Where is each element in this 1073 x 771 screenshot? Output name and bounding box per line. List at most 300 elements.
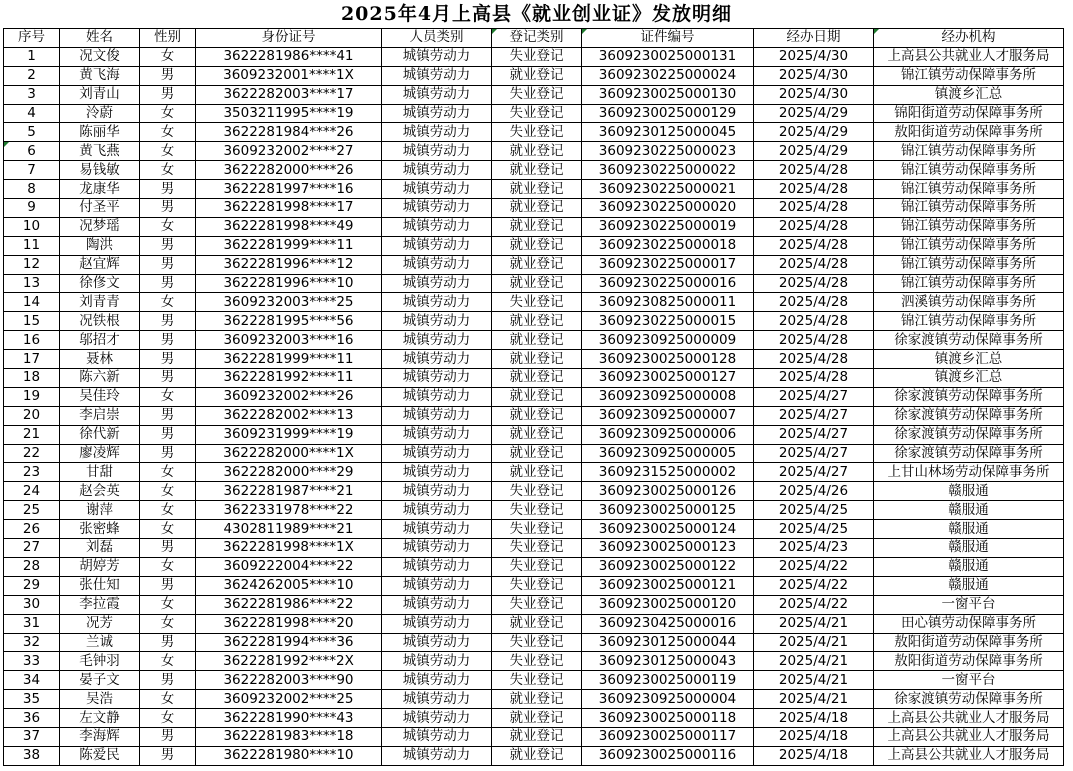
cell-col-gender[interactable]: 男: [140, 255, 196, 274]
cell-col-index[interactable]: 14: [4, 293, 60, 312]
cell-col-date[interactable]: 2025/4/29: [754, 142, 874, 161]
cell-col-id-number[interactable]: 3622281995****56: [196, 312, 382, 331]
cell-col-id-number[interactable]: 3622281998****20: [196, 614, 382, 633]
cell-col-gender[interactable]: 女: [140, 501, 196, 520]
cell-col-index[interactable]: 4: [4, 104, 60, 123]
cell-col-gender[interactable]: 女: [140, 161, 196, 180]
cell-col-agency[interactable]: 徐家渡镇劳动保障事务所: [874, 406, 1064, 425]
cell-col-certificate-number[interactable]: 3609230925000006: [582, 425, 754, 444]
cell-col-agency[interactable]: 敖阳街道劳动保障事务所: [874, 633, 1064, 652]
cell-col-name[interactable]: 况文俊: [60, 47, 140, 66]
cell-col-name[interactable]: 陈六新: [60, 369, 140, 388]
cell-col-gender[interactable]: 女: [140, 690, 196, 709]
cell-col-id-number[interactable]: 3622331978****22: [196, 501, 382, 520]
cell-col-id-number[interactable]: 3622282003****17: [196, 85, 382, 104]
cell-col-register-type[interactable]: 就业登记: [492, 690, 582, 709]
cell-col-register-type[interactable]: 失业登记: [492, 482, 582, 501]
cell-col-index[interactable]: 23: [4, 463, 60, 482]
cell-col-agency[interactable]: 上高县公共就业人才服务局: [874, 746, 1064, 765]
cell-col-agency[interactable]: 敖阳街道劳动保障事务所: [874, 123, 1064, 142]
cell-col-person-type[interactable]: 城镇劳动力: [382, 482, 492, 501]
cell-col-register-type[interactable]: 失业登记: [492, 576, 582, 595]
cell-col-name[interactable]: 陈爱民: [60, 746, 140, 765]
cell-col-register-type[interactable]: 就业登记: [492, 331, 582, 350]
cell-col-register-type[interactable]: 就业登记: [492, 425, 582, 444]
cell-col-person-type[interactable]: 城镇劳动力: [382, 236, 492, 255]
cell-col-date[interactable]: 2025/4/27: [754, 406, 874, 425]
cell-col-index[interactable]: 29: [4, 576, 60, 595]
cell-col-register-type[interactable]: 就业登记: [492, 161, 582, 180]
cell-col-index[interactable]: 5: [4, 123, 60, 142]
cell-col-gender[interactable]: 男: [140, 633, 196, 652]
cell-col-person-type[interactable]: 城镇劳动力: [382, 142, 492, 161]
cell-col-index[interactable]: 19: [4, 387, 60, 406]
cell-col-index[interactable]: 21: [4, 425, 60, 444]
cell-col-gender[interactable]: 男: [140, 350, 196, 369]
cell-col-date[interactable]: 2025/4/28: [754, 161, 874, 180]
cell-col-register-type[interactable]: 就业登记: [492, 369, 582, 388]
cell-col-gender[interactable]: 女: [140, 387, 196, 406]
cell-col-register-type[interactable]: 就业登记: [492, 463, 582, 482]
cell-col-person-type[interactable]: 城镇劳动力: [382, 614, 492, 633]
cell-col-id-number[interactable]: 3624262005****10: [196, 576, 382, 595]
cell-col-index[interactable]: 30: [4, 595, 60, 614]
cell-col-index[interactable]: 28: [4, 557, 60, 576]
cell-col-person-type[interactable]: 城镇劳动力: [382, 47, 492, 66]
cell-col-name[interactable]: 黄飞海: [60, 66, 140, 85]
cell-col-date[interactable]: 2025/4/28: [754, 312, 874, 331]
cell-col-gender[interactable]: 女: [140, 557, 196, 576]
cell-col-name[interactable]: 晏子文: [60, 671, 140, 690]
cell-col-id-number[interactable]: 3622281997****16: [196, 180, 382, 199]
cell-col-certificate-number[interactable]: 3609230225000021: [582, 180, 754, 199]
header-col-date[interactable]: 经办日期: [754, 29, 874, 48]
cell-col-gender[interactable]: 女: [140, 709, 196, 728]
cell-col-gender[interactable]: 女: [140, 520, 196, 539]
cell-col-register-type[interactable]: 就业登记: [492, 350, 582, 369]
cell-col-gender[interactable]: 男: [140, 312, 196, 331]
cell-col-index[interactable]: 20: [4, 406, 60, 425]
cell-col-date[interactable]: 2025/4/22: [754, 557, 874, 576]
cell-col-name[interactable]: 李海辉: [60, 727, 140, 746]
cell-col-certificate-number[interactable]: 3609230025000116: [582, 746, 754, 765]
cell-col-index[interactable]: 2: [4, 66, 60, 85]
cell-col-id-number[interactable]: 3622281986****22: [196, 595, 382, 614]
cell-col-id-number[interactable]: 3622281994****36: [196, 633, 382, 652]
cell-col-date[interactable]: 2025/4/28: [754, 217, 874, 236]
cell-col-certificate-number[interactable]: 3609230925000009: [582, 331, 754, 350]
cell-col-person-type[interactable]: 城镇劳动力: [382, 709, 492, 728]
cell-col-agency[interactable]: 上甘山林场劳动保障事务所: [874, 463, 1064, 482]
cell-col-gender[interactable]: 女: [140, 123, 196, 142]
cell-col-person-type[interactable]: 城镇劳动力: [382, 255, 492, 274]
cell-col-name[interactable]: 泠蔚: [60, 104, 140, 123]
cell-col-index[interactable]: 9: [4, 199, 60, 218]
cell-col-agency[interactable]: 锦江镇劳动保障事务所: [874, 236, 1064, 255]
cell-col-person-type[interactable]: 城镇劳动力: [382, 217, 492, 236]
cell-col-agency[interactable]: 一窗平台: [874, 671, 1064, 690]
cell-col-id-number[interactable]: 3609232002****27: [196, 142, 382, 161]
cell-col-gender[interactable]: 男: [140, 425, 196, 444]
cell-col-certificate-number[interactable]: 3609230225000024: [582, 66, 754, 85]
cell-col-gender[interactable]: 女: [140, 614, 196, 633]
cell-col-date[interactable]: 2025/4/18: [754, 746, 874, 765]
cell-col-agency[interactable]: 锦阳街道劳动保障事务所: [874, 104, 1064, 123]
cell-col-gender[interactable]: 男: [140, 576, 196, 595]
cell-col-name[interactable]: 廖凌辉: [60, 444, 140, 463]
cell-col-gender[interactable]: 男: [140, 85, 196, 104]
cell-col-agency[interactable]: 锦江镇劳动保障事务所: [874, 199, 1064, 218]
cell-col-index[interactable]: 36: [4, 709, 60, 728]
cell-col-date[interactable]: 2025/4/28: [754, 236, 874, 255]
cell-col-gender[interactable]: 男: [140, 180, 196, 199]
cell-col-register-type[interactable]: 失业登记: [492, 671, 582, 690]
cell-col-register-type[interactable]: 失业登记: [492, 47, 582, 66]
cell-col-name[interactable]: 甘甜: [60, 463, 140, 482]
header-col-gender[interactable]: 性别: [140, 29, 196, 48]
cell-col-name[interactable]: 胡婷芳: [60, 557, 140, 576]
cell-col-name[interactable]: 邬招才: [60, 331, 140, 350]
cell-col-certificate-number[interactable]: 3609230025000128: [582, 350, 754, 369]
cell-col-id-number[interactable]: 3609232002****26: [196, 387, 382, 406]
cell-col-agency[interactable]: 徐家渡镇劳动保障事务所: [874, 331, 1064, 350]
cell-col-certificate-number[interactable]: 3609230225000017: [582, 255, 754, 274]
cell-col-agency[interactable]: 赣服通: [874, 539, 1064, 558]
cell-col-person-type[interactable]: 城镇劳动力: [382, 123, 492, 142]
cell-col-certificate-number[interactable]: 3609230925000005: [582, 444, 754, 463]
cell-col-register-type[interactable]: 就业登记: [492, 709, 582, 728]
cell-col-date[interactable]: 2025/4/18: [754, 709, 874, 728]
cell-col-person-type[interactable]: 城镇劳动力: [382, 520, 492, 539]
cell-col-agency[interactable]: 锦江镇劳动保障事务所: [874, 255, 1064, 274]
cell-col-index[interactable]: 13: [4, 274, 60, 293]
cell-col-person-type[interactable]: 城镇劳动力: [382, 444, 492, 463]
cell-col-index[interactable]: 16: [4, 331, 60, 350]
cell-col-register-type[interactable]: 就业登记: [492, 444, 582, 463]
cell-col-date[interactable]: 2025/4/22: [754, 576, 874, 595]
cell-col-date[interactable]: 2025/4/28: [754, 180, 874, 199]
cell-col-date[interactable]: 2025/4/21: [754, 652, 874, 671]
cell-col-certificate-number[interactable]: 3609230225000023: [582, 142, 754, 161]
cell-col-person-type[interactable]: 城镇劳动力: [382, 595, 492, 614]
cell-col-certificate-number[interactable]: 3609230025000122: [582, 557, 754, 576]
cell-col-id-number[interactable]: 3622281992****2X: [196, 652, 382, 671]
cell-col-certificate-number[interactable]: 3609230225000022: [582, 161, 754, 180]
cell-col-date[interactable]: 2025/4/27: [754, 463, 874, 482]
cell-col-gender[interactable]: 女: [140, 47, 196, 66]
cell-col-date[interactable]: 2025/4/18: [754, 727, 874, 746]
cell-col-certificate-number[interactable]: 3609230225000016: [582, 274, 754, 293]
cell-col-name[interactable]: 吴浩: [60, 690, 140, 709]
cell-col-index[interactable]: 12: [4, 255, 60, 274]
cell-col-agency[interactable]: 敖阳街道劳动保障事务所: [874, 652, 1064, 671]
cell-col-person-type[interactable]: 城镇劳动力: [382, 369, 492, 388]
header-col-name[interactable]: 姓名: [60, 29, 140, 48]
cell-col-id-number[interactable]: 3622282003****90: [196, 671, 382, 690]
cell-col-index[interactable]: 26: [4, 520, 60, 539]
cell-col-id-number[interactable]: 3622281990****43: [196, 709, 382, 728]
header-col-person-type[interactable]: 人员类别: [382, 29, 492, 48]
cell-col-name[interactable]: 况梦瑶: [60, 217, 140, 236]
cell-col-agency[interactable]: 锦江镇劳动保障事务所: [874, 217, 1064, 236]
cell-col-register-type[interactable]: 失业登记: [492, 557, 582, 576]
cell-col-person-type[interactable]: 城镇劳动力: [382, 463, 492, 482]
cell-col-agency[interactable]: 镇渡乡汇总: [874, 369, 1064, 388]
cell-col-name[interactable]: 谢萍: [60, 501, 140, 520]
cell-col-date[interactable]: 2025/4/30: [754, 66, 874, 85]
cell-col-index[interactable]: 6: [4, 142, 60, 161]
cell-col-name[interactable]: 赵宜辉: [60, 255, 140, 274]
cell-col-agency[interactable]: 徐家渡镇劳动保障事务所: [874, 690, 1064, 709]
cell-col-person-type[interactable]: 城镇劳动力: [382, 557, 492, 576]
cell-col-gender[interactable]: 女: [140, 293, 196, 312]
cell-col-agency[interactable]: 泗溪镇劳动保障事务所: [874, 293, 1064, 312]
cell-col-name[interactable]: 兰诚: [60, 633, 140, 652]
cell-col-name[interactable]: 况芳: [60, 614, 140, 633]
cell-col-certificate-number[interactable]: 3609230225000018: [582, 236, 754, 255]
cell-col-date[interactable]: 2025/4/25: [754, 501, 874, 520]
cell-col-name[interactable]: 徐俢文: [60, 274, 140, 293]
cell-col-agency[interactable]: 徐家渡镇劳动保障事务所: [874, 387, 1064, 406]
cell-col-id-number[interactable]: 3622282002****13: [196, 406, 382, 425]
cell-col-id-number[interactable]: 3622281980****10: [196, 746, 382, 765]
cell-col-agency[interactable]: 锦江镇劳动保障事务所: [874, 142, 1064, 161]
cell-col-gender[interactable]: 男: [140, 236, 196, 255]
cell-col-index[interactable]: 22: [4, 444, 60, 463]
cell-col-person-type[interactable]: 城镇劳动力: [382, 180, 492, 199]
cell-col-register-type[interactable]: 失业登记: [492, 539, 582, 558]
cell-col-id-number[interactable]: 3609232003****25: [196, 293, 382, 312]
cell-col-gender[interactable]: 男: [140, 671, 196, 690]
cell-col-gender[interactable]: 男: [140, 369, 196, 388]
cell-col-person-type[interactable]: 城镇劳动力: [382, 331, 492, 350]
cell-col-date[interactable]: 2025/4/28: [754, 274, 874, 293]
cell-col-name[interactable]: 赵会英: [60, 482, 140, 501]
cell-col-name[interactable]: 左文静: [60, 709, 140, 728]
cell-col-index[interactable]: 7: [4, 161, 60, 180]
cell-col-id-number[interactable]: 4302811989****21: [196, 520, 382, 539]
cell-col-index[interactable]: 27: [4, 539, 60, 558]
cell-col-register-type[interactable]: 就业登记: [492, 274, 582, 293]
cell-col-register-type[interactable]: 失业登记: [492, 104, 582, 123]
cell-col-person-type[interactable]: 城镇劳动力: [382, 85, 492, 104]
cell-col-id-number[interactable]: 3622281987****21: [196, 482, 382, 501]
cell-col-index[interactable]: 24: [4, 482, 60, 501]
cell-col-date[interactable]: 2025/4/28: [754, 199, 874, 218]
cell-col-name[interactable]: 黄飞燕: [60, 142, 140, 161]
cell-col-register-type[interactable]: 失业登记: [492, 85, 582, 104]
cell-col-index[interactable]: 3: [4, 85, 60, 104]
cell-col-certificate-number[interactable]: 3609230125000044: [582, 633, 754, 652]
cell-col-register-type[interactable]: 就业登记: [492, 142, 582, 161]
cell-col-gender[interactable]: 男: [140, 406, 196, 425]
cell-col-date[interactable]: 2025/4/29: [754, 123, 874, 142]
cell-col-id-number[interactable]: 3609232003****16: [196, 331, 382, 350]
cell-col-id-number[interactable]: 3622281999****11: [196, 350, 382, 369]
cell-col-person-type[interactable]: 城镇劳动力: [382, 104, 492, 123]
cell-col-register-type[interactable]: 就业登记: [492, 217, 582, 236]
cell-col-index[interactable]: 15: [4, 312, 60, 331]
cell-col-id-number[interactable]: 3622281986****41: [196, 47, 382, 66]
cell-col-gender[interactable]: 男: [140, 274, 196, 293]
cell-col-index[interactable]: 32: [4, 633, 60, 652]
cell-col-date[interactable]: 2025/4/27: [754, 425, 874, 444]
cell-col-person-type[interactable]: 城镇劳动力: [382, 199, 492, 218]
cell-col-date[interactable]: 2025/4/25: [754, 520, 874, 539]
cell-col-date[interactable]: 2025/4/28: [754, 255, 874, 274]
cell-col-name[interactable]: 刘青山: [60, 85, 140, 104]
cell-col-id-number[interactable]: 3622281998****49: [196, 217, 382, 236]
cell-col-person-type[interactable]: 城镇劳动力: [382, 66, 492, 85]
cell-col-person-type[interactable]: 城镇劳动力: [382, 501, 492, 520]
cell-col-agency[interactable]: 镇渡乡汇总: [874, 350, 1064, 369]
cell-col-person-type[interactable]: 城镇劳动力: [382, 293, 492, 312]
cell-col-name[interactable]: 毛钟羽: [60, 652, 140, 671]
cell-col-agency[interactable]: 锦江镇劳动保障事务所: [874, 161, 1064, 180]
cell-col-register-type[interactable]: 失业登记: [492, 652, 582, 671]
cell-col-id-number[interactable]: 3622281998****17: [196, 199, 382, 218]
cell-col-certificate-number[interactable]: 3609230925000008: [582, 387, 754, 406]
cell-col-certificate-number[interactable]: 3609230025000120: [582, 595, 754, 614]
cell-col-person-type[interactable]: 城镇劳动力: [382, 576, 492, 595]
cell-col-date[interactable]: 2025/4/21: [754, 690, 874, 709]
cell-col-gender[interactable]: 女: [140, 142, 196, 161]
cell-col-agency[interactable]: 锦江镇劳动保障事务所: [874, 180, 1064, 199]
cell-col-register-type[interactable]: 失业登记: [492, 123, 582, 142]
cell-col-register-type[interactable]: 就业登记: [492, 727, 582, 746]
cell-col-person-type[interactable]: 城镇劳动力: [382, 539, 492, 558]
cell-col-agency[interactable]: 一窗平台: [874, 595, 1064, 614]
cell-col-date[interactable]: 2025/4/27: [754, 444, 874, 463]
cell-col-agency[interactable]: 赣服通: [874, 557, 1064, 576]
cell-col-gender[interactable]: 男: [140, 746, 196, 765]
cell-col-agency[interactable]: 赣服通: [874, 501, 1064, 520]
cell-col-gender[interactable]: 男: [140, 199, 196, 218]
cell-col-certificate-number[interactable]: 3609230025000117: [582, 727, 754, 746]
cell-col-agency[interactable]: 上高县公共就业人才服务局: [874, 727, 1064, 746]
cell-col-gender[interactable]: 男: [140, 66, 196, 85]
cell-col-id-number[interactable]: 3609232002****25: [196, 690, 382, 709]
cell-col-certificate-number[interactable]: 3609230025000118: [582, 709, 754, 728]
cell-col-name[interactable]: 聂林: [60, 350, 140, 369]
cell-col-agency[interactable]: 锦江镇劳动保障事务所: [874, 66, 1064, 85]
cell-col-name[interactable]: 况铁根: [60, 312, 140, 331]
cell-col-date[interactable]: 2025/4/22: [754, 595, 874, 614]
cell-col-index[interactable]: 34: [4, 671, 60, 690]
cell-col-register-type[interactable]: 就业登记: [492, 199, 582, 218]
cell-col-name[interactable]: 陈丽华: [60, 123, 140, 142]
cell-col-certificate-number[interactable]: 3609230225000019: [582, 217, 754, 236]
cell-col-certificate-number[interactable]: 3609231525000002: [582, 463, 754, 482]
cell-col-id-number[interactable]: 3622281984****26: [196, 123, 382, 142]
cell-col-date[interactable]: 2025/4/21: [754, 671, 874, 690]
cell-col-gender[interactable]: 男: [140, 539, 196, 558]
cell-col-certificate-number[interactable]: 3609230025000121: [582, 576, 754, 595]
cell-col-person-type[interactable]: 城镇劳动力: [382, 690, 492, 709]
cell-col-certificate-number[interactable]: 3609230025000119: [582, 671, 754, 690]
cell-col-date[interactable]: 2025/4/28: [754, 350, 874, 369]
cell-col-gender[interactable]: 女: [140, 652, 196, 671]
cell-col-person-type[interactable]: 城镇劳动力: [382, 312, 492, 331]
cell-col-id-number[interactable]: 3622281983****18: [196, 727, 382, 746]
cell-col-name[interactable]: 张密蜂: [60, 520, 140, 539]
cell-col-name[interactable]: 张仕知: [60, 576, 140, 595]
header-col-id-number[interactable]: 身份证号: [196, 29, 382, 48]
cell-col-person-type[interactable]: 城镇劳动力: [382, 746, 492, 765]
cell-col-register-type[interactable]: 就业登记: [492, 66, 582, 85]
cell-col-person-type[interactable]: 城镇劳动力: [382, 425, 492, 444]
cell-col-certificate-number[interactable]: 3609230025000125: [582, 501, 754, 520]
cell-col-register-type[interactable]: 失业登记: [492, 520, 582, 539]
cell-col-date[interactable]: 2025/4/28: [754, 293, 874, 312]
cell-col-index[interactable]: 18: [4, 369, 60, 388]
cell-col-register-type[interactable]: 就业登记: [492, 387, 582, 406]
sheet-title[interactable]: 2025年4月上高县《就业创业证》发放明细: [340, 3, 733, 25]
cell-col-agency[interactable]: 赣服通: [874, 576, 1064, 595]
cell-col-register-type[interactable]: 就业登记: [492, 312, 582, 331]
cell-col-register-type[interactable]: 就业登记: [492, 614, 582, 633]
cell-col-index[interactable]: 17: [4, 350, 60, 369]
cell-col-person-type[interactable]: 城镇劳动力: [382, 727, 492, 746]
cell-col-register-type[interactable]: 就业登记: [492, 406, 582, 425]
header-col-certificate-number[interactable]: 证件编号: [582, 29, 754, 48]
cell-col-date[interactable]: 2025/4/27: [754, 387, 874, 406]
cell-col-name[interactable]: 陶洪: [60, 236, 140, 255]
cell-col-id-number[interactable]: 3622282000****1X: [196, 444, 382, 463]
cell-col-person-type[interactable]: 城镇劳动力: [382, 671, 492, 690]
cell-col-date[interactable]: 2025/4/21: [754, 633, 874, 652]
cell-col-id-number[interactable]: 3609222004****22: [196, 557, 382, 576]
cell-col-person-type[interactable]: 城镇劳动力: [382, 387, 492, 406]
header-col-index[interactable]: 序号: [4, 29, 60, 48]
cell-col-certificate-number[interactable]: 3609230025000123: [582, 539, 754, 558]
cell-col-id-number[interactable]: 3622281999****11: [196, 236, 382, 255]
cell-col-agency[interactable]: 赣服通: [874, 520, 1064, 539]
header-col-agency[interactable]: 经办机构: [874, 29, 1064, 48]
cell-col-date[interactable]: 2025/4/30: [754, 85, 874, 104]
cell-col-certificate-number[interactable]: 3609230825000011: [582, 293, 754, 312]
cell-col-person-type[interactable]: 城镇劳动力: [382, 161, 492, 180]
cell-col-certificate-number[interactable]: 3609230025000127: [582, 369, 754, 388]
cell-col-gender[interactable]: 男: [140, 444, 196, 463]
cell-col-name[interactable]: 易钱敏: [60, 161, 140, 180]
cell-col-person-type[interactable]: 城镇劳动力: [382, 350, 492, 369]
cell-col-index[interactable]: 38: [4, 746, 60, 765]
cell-col-date[interactable]: 2025/4/26: [754, 482, 874, 501]
cell-col-gender[interactable]: 男: [140, 727, 196, 746]
cell-col-agency[interactable]: 锦江镇劳动保障事务所: [874, 312, 1064, 331]
cell-col-register-type[interactable]: 就业登记: [492, 255, 582, 274]
cell-col-index[interactable]: 37: [4, 727, 60, 746]
cell-col-certificate-number[interactable]: 3609230125000045: [582, 123, 754, 142]
cell-col-id-number[interactable]: 3503211995****19: [196, 104, 382, 123]
cell-col-id-number[interactable]: 3622281996****12: [196, 255, 382, 274]
cell-col-agency[interactable]: 锦江镇劳动保障事务所: [874, 274, 1064, 293]
cell-col-agency[interactable]: 镇渡乡汇总: [874, 85, 1064, 104]
cell-col-certificate-number[interactable]: 3609230025000126: [582, 482, 754, 501]
cell-col-date[interactable]: 2025/4/28: [754, 369, 874, 388]
cell-col-id-number[interactable]: 3622282000****26: [196, 161, 382, 180]
cell-col-date[interactable]: 2025/4/21: [754, 614, 874, 633]
cell-col-gender[interactable]: 男: [140, 331, 196, 350]
cell-col-certificate-number[interactable]: 3609230425000016: [582, 614, 754, 633]
cell-col-index[interactable]: 33: [4, 652, 60, 671]
cell-col-id-number[interactable]: 3622281992****11: [196, 369, 382, 388]
cell-col-agency[interactable]: 赣服通: [874, 482, 1064, 501]
cell-col-certificate-number[interactable]: 3609230025000131: [582, 47, 754, 66]
cell-col-gender[interactable]: 女: [140, 217, 196, 236]
cell-col-register-type[interactable]: 就业登记: [492, 180, 582, 199]
